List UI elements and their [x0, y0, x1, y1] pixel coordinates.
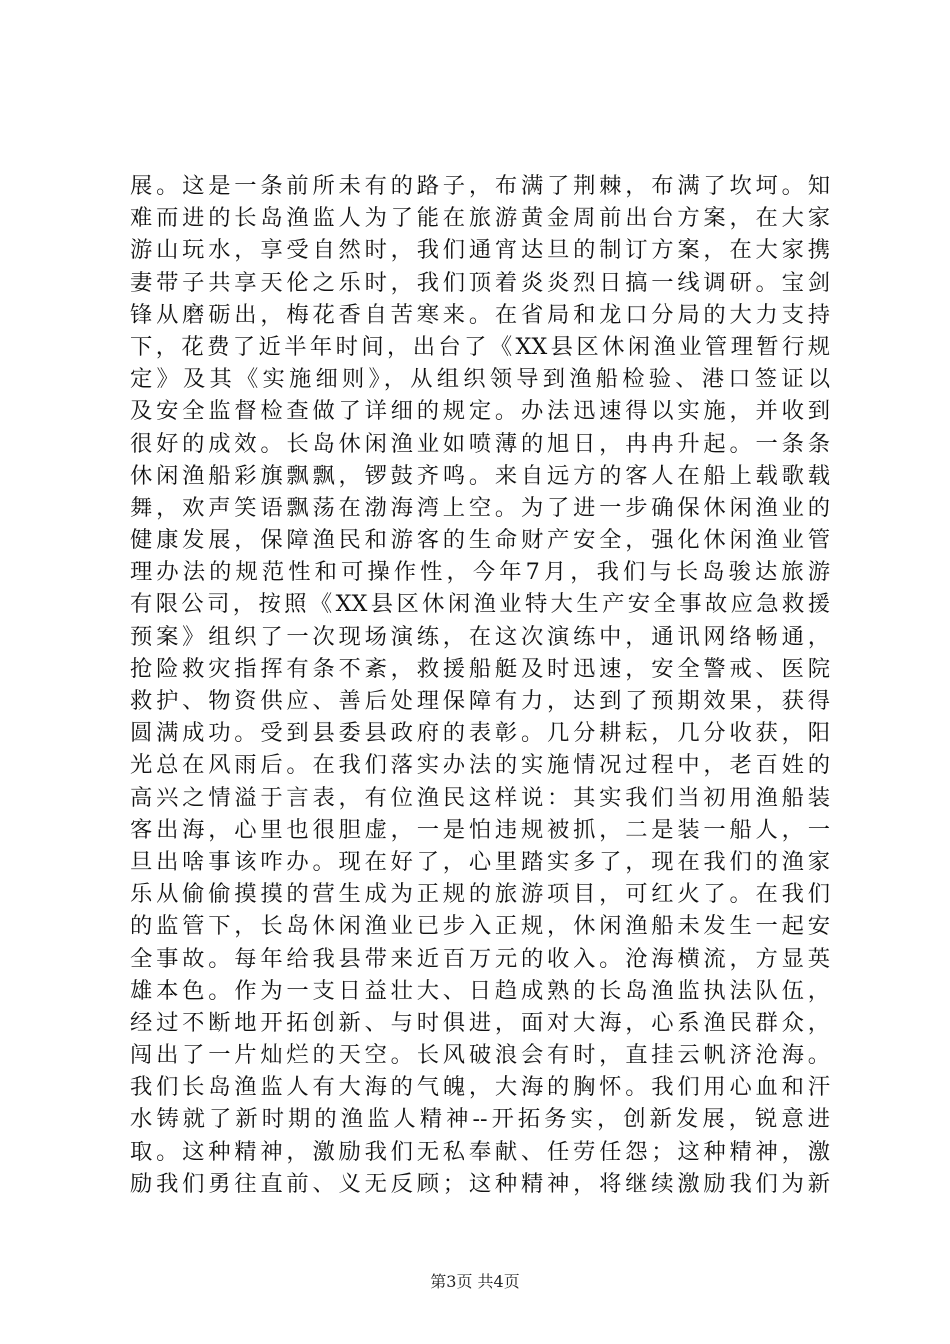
text-line: 舞，欢声笑语飘荡在渤海湾上空。为了进一步确保休闲渔业的 — [130, 494, 830, 521]
text-line: 锋从磨砺出，梅花香自苦寒来。在省局和龙口分局的大力支持 — [130, 301, 830, 328]
text-line: 妻带子共享天伦之乐时，我们顶着炎炎烈日搞一线调研。宝剑 — [130, 269, 830, 296]
text-line: 救护、物资供应、善后处理保障有力，达到了预期效果，获得 — [130, 688, 830, 714]
text-line: 展。这是一条前所未有的路子，布满了荆棘，布满了坎坷。知 — [130, 173, 830, 199]
text-line: 休闲渔船彩旗飘飘，锣鼓齐鸣。来自远方的客人在船上载歌载 — [130, 462, 830, 489]
text-line: 有限公司，按照《XX县区休闲渔业特大生产安全事故应急救援 — [130, 591, 830, 618]
text-line: 游山玩水，享受自然时，我们通宵达旦的制订方案，在大家携 — [130, 237, 830, 264]
text-line: 及安全监督检查做了详细的规定。办法迅速得以实施，并收到 — [130, 398, 830, 425]
text-line: 难而进的长岛渔监人为了能在旅游黄金周前出台方案，在大家 — [130, 205, 830, 232]
text-line: 定》及其《实施细则》，从组织领导到渔船检验、港口签证以 — [130, 366, 830, 393]
text-line: 取。这种精神，激励我们无私奉献、任劳任怨；这种精神，激 — [130, 1138, 830, 1165]
text-line: 很好的成效。长岛休闲渔业如喷薄的旭日，冉冉升起。一条条 — [130, 430, 830, 457]
text-line: 高兴之情溢于言表，有位渔民这样说：其实我们当初用渔船装 — [130, 784, 830, 811]
text-line: 水铸就了新时期的渔监人精神--开拓务实，创新发展，锐意进 — [130, 1106, 830, 1133]
text-line: 闯出了一片灿烂的天空。长风破浪会有时，直挂云帆济沧海。 — [130, 1042, 830, 1069]
text-line: 圆满成功。受到县委县政府的表彰。几分耕耘，几分收获，阳 — [130, 720, 830, 747]
text-line: 我们长岛渔监人有大海的气魄，大海的胸怀。我们用心血和汗 — [130, 1074, 830, 1101]
text-line: 旦出啥事该咋办。现在好了，心里踏实多了，现在我们的渔家 — [130, 848, 830, 875]
text-line: 励我们勇往直前、义无反顾；这种精神，将继续激励我们为新 — [130, 1170, 830, 1197]
text-line: 健康发展，保障渔民和游客的生命财产安全，强化休闲渔业管 — [130, 527, 830, 554]
text-line: 抢险救灾指挥有条不紊，救援船艇及时迅速，安全警戒、医院 — [130, 655, 830, 682]
text-line: 下，花费了近半年时间，出台了《XX县区休闲渔业管理暂行规 — [130, 333, 830, 360]
page-number-footer: 第3页 共4页 — [430, 1272, 520, 1291]
text-line: 光总在风雨后。在我们落实办法的实施情况过程中，老百姓的 — [130, 752, 830, 779]
text-line: 的监管下，长岛休闲渔业已步入正规，休闲渔船未发生一起安 — [130, 913, 830, 940]
body-text — [130, 170, 830, 1200]
text-line: 客出海，心里也很胆虚，一是怕违规被抓，二是装一船人，一 — [130, 816, 830, 843]
text-line: 理办法的规范性和可操作性，今年7月，我们与长岛骏达旅游 — [130, 559, 830, 586]
text-line: 经过不断地开拓创新、与时俱进，面对大海，心系渔民群众， — [130, 1009, 830, 1036]
text-line: 预案》组织了一次现场演练，在这次演练中，通讯网络畅通， — [130, 623, 830, 650]
text-line: 乐从偷偷摸摸的营生成为正规的旅游项目，可红火了。在我们 — [130, 881, 830, 908]
text-line: 全事故。每年给我县带来近百万元的收入。沧海横流，方显英 — [130, 945, 830, 972]
text-line: 雄本色。作为一支日益壮大、日趋成熟的长岛渔监执法队伍， — [130, 977, 830, 1004]
